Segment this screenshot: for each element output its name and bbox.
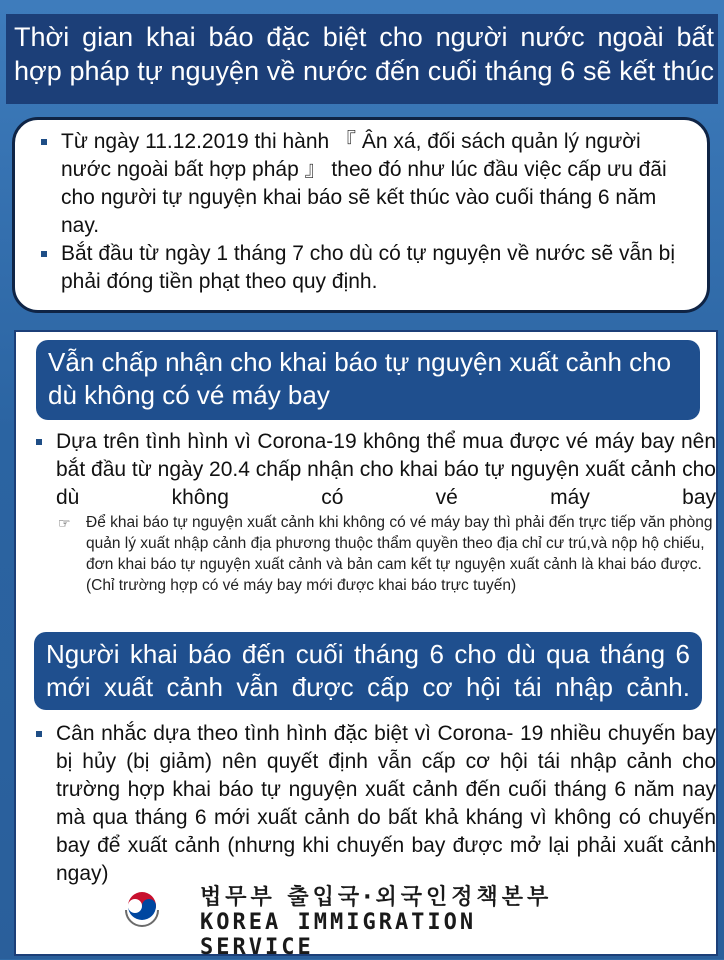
footer-english-title: KOREA IMMIGRATION SERVICE xyxy=(200,910,477,960)
section1-item: Dựa trên tình hình vì Corona-19 không thể mua được vé máy bay nên bắt đầu từ ngày 20.4 chấp nhận cho khai báo tự nguyện xuất cảnh cho dù không có vé máy bay xyxy=(56,430,716,509)
note-text: Để khai báo tự nguyện xuất cảnh khi không có vé máy bay thì phải đến trực tiếp văn phòng quản lý xuất nhập cảnh địa phương thuộc thẩm quyền theo địa chỉ cư trú,và nộp hộ chiếu, đơn khai báo tự nguyện xuất cảnh và bản cam kết tự nguyện xuất cảnh là khai báo được. (Chỉ trường hợp có vé máy bay mới được khai báo trực tuyến) xyxy=(86,514,713,594)
bullet-icon xyxy=(41,251,47,257)
list-item xyxy=(35,128,695,240)
taegeuk-emblem-icon xyxy=(120,884,164,928)
details-box xyxy=(14,330,718,956)
list-item xyxy=(35,240,695,296)
bullet-icon xyxy=(36,731,42,737)
footer-korean-title: 법무부 출입국·외국인정책본부 xyxy=(200,885,553,910)
notice-box xyxy=(12,117,710,313)
notice-item-1: Từ ngày 11.12.2019 thi hành 『 Ân xá, đối sách quản lý người nước ngoài bất hợp pháp 』 theo đó như lúc đầu việc cấp ưu đãi cho người tự nguyện khai báo sẽ kết thúc vào cuối tháng 6 năm nay. xyxy=(61,130,667,237)
bullet-icon xyxy=(41,139,47,145)
list-item xyxy=(32,720,716,888)
section-heading-reentry: Người khai báo đến cuối tháng 6 cho dù qua tháng 6 mới xuất cảnh vẫn được cấp cơ hội tái nhập cảnh. xyxy=(34,632,702,710)
notice-list xyxy=(35,128,695,296)
pointing-hand-icon: ☞ xyxy=(58,515,71,531)
list-item xyxy=(32,428,716,512)
footer-logo xyxy=(120,880,580,960)
bullet-icon xyxy=(36,439,42,445)
note xyxy=(58,512,716,596)
section2-item: Cân nhắc dựa theo tình hình đặc biệt vì Corona- 19 nhiều chuyến bay bị hủy (bị giảm) nên quyết định vẫn cấp cơ hội tái nhập cảnh cho trường hợp khai báo tự nguyện xuất cảnh đến cuối tháng 6 năm nay mà qua tháng 6 mới xuất cảnh do bất khả kháng vì không có chuyến bay để xuất cảnh (nhưng khi chuyến bay được mở lại phải xuất cảnh ngay) xyxy=(56,722,716,885)
section-heading-exit-without-ticket: Vẫn chấp nhận cho khai báo tự nguyện xuất cảnh cho dù không có vé máy bay xyxy=(36,340,700,420)
page-title: Thời gian khai báo đặc biệt cho người nước ngoài bất hợp pháp tự nguyện về nước đến cuối tháng 6 sẽ kết thúc xyxy=(14,22,714,86)
notice-item-2: Bắt đầu từ ngày 1 tháng 7 cho dù có tự nguyện về nước sẽ vẫn bị phải đóng tiền phạt theo quy định. xyxy=(61,242,676,293)
